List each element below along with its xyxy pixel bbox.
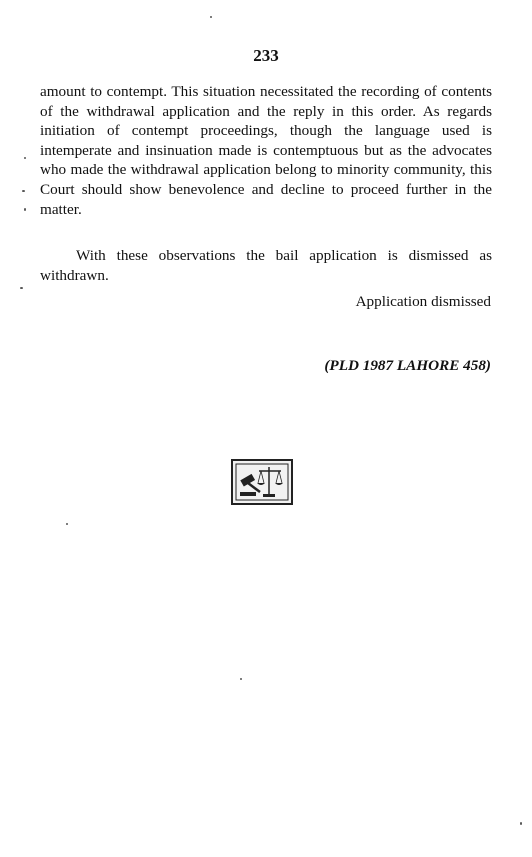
result-line: Application dismissed (355, 293, 491, 310)
scan-speck (24, 208, 26, 211)
body-paragraph-1: amount to contempt. This situation necessitated the recording of contents of the withdrawal application and the reply in this order. As regards initiation of contempt proceedings, though the language used is intemperate and insinuation made is contemptuous but as the advocates who made the withdrawal application belong to minority community, this Court should show benevolence and decline to proceed further in the matter. (40, 83, 492, 218)
scan-speck (22, 190, 25, 192)
gavel-and-scales-icon (231, 459, 293, 505)
scan-speck (66, 523, 68, 525)
case-citation: (PLD 1987 LAHORE 458) (324, 357, 491, 374)
scan-speck (210, 16, 212, 18)
scan-speck (24, 157, 26, 159)
body-paragraph-2: With these observations the bail application is dismissed as withdrawn. (40, 247, 492, 284)
scan-speck (520, 822, 522, 825)
scan-speck (20, 287, 23, 289)
scan-speck (240, 678, 242, 680)
page-number: 233 (253, 46, 279, 65)
